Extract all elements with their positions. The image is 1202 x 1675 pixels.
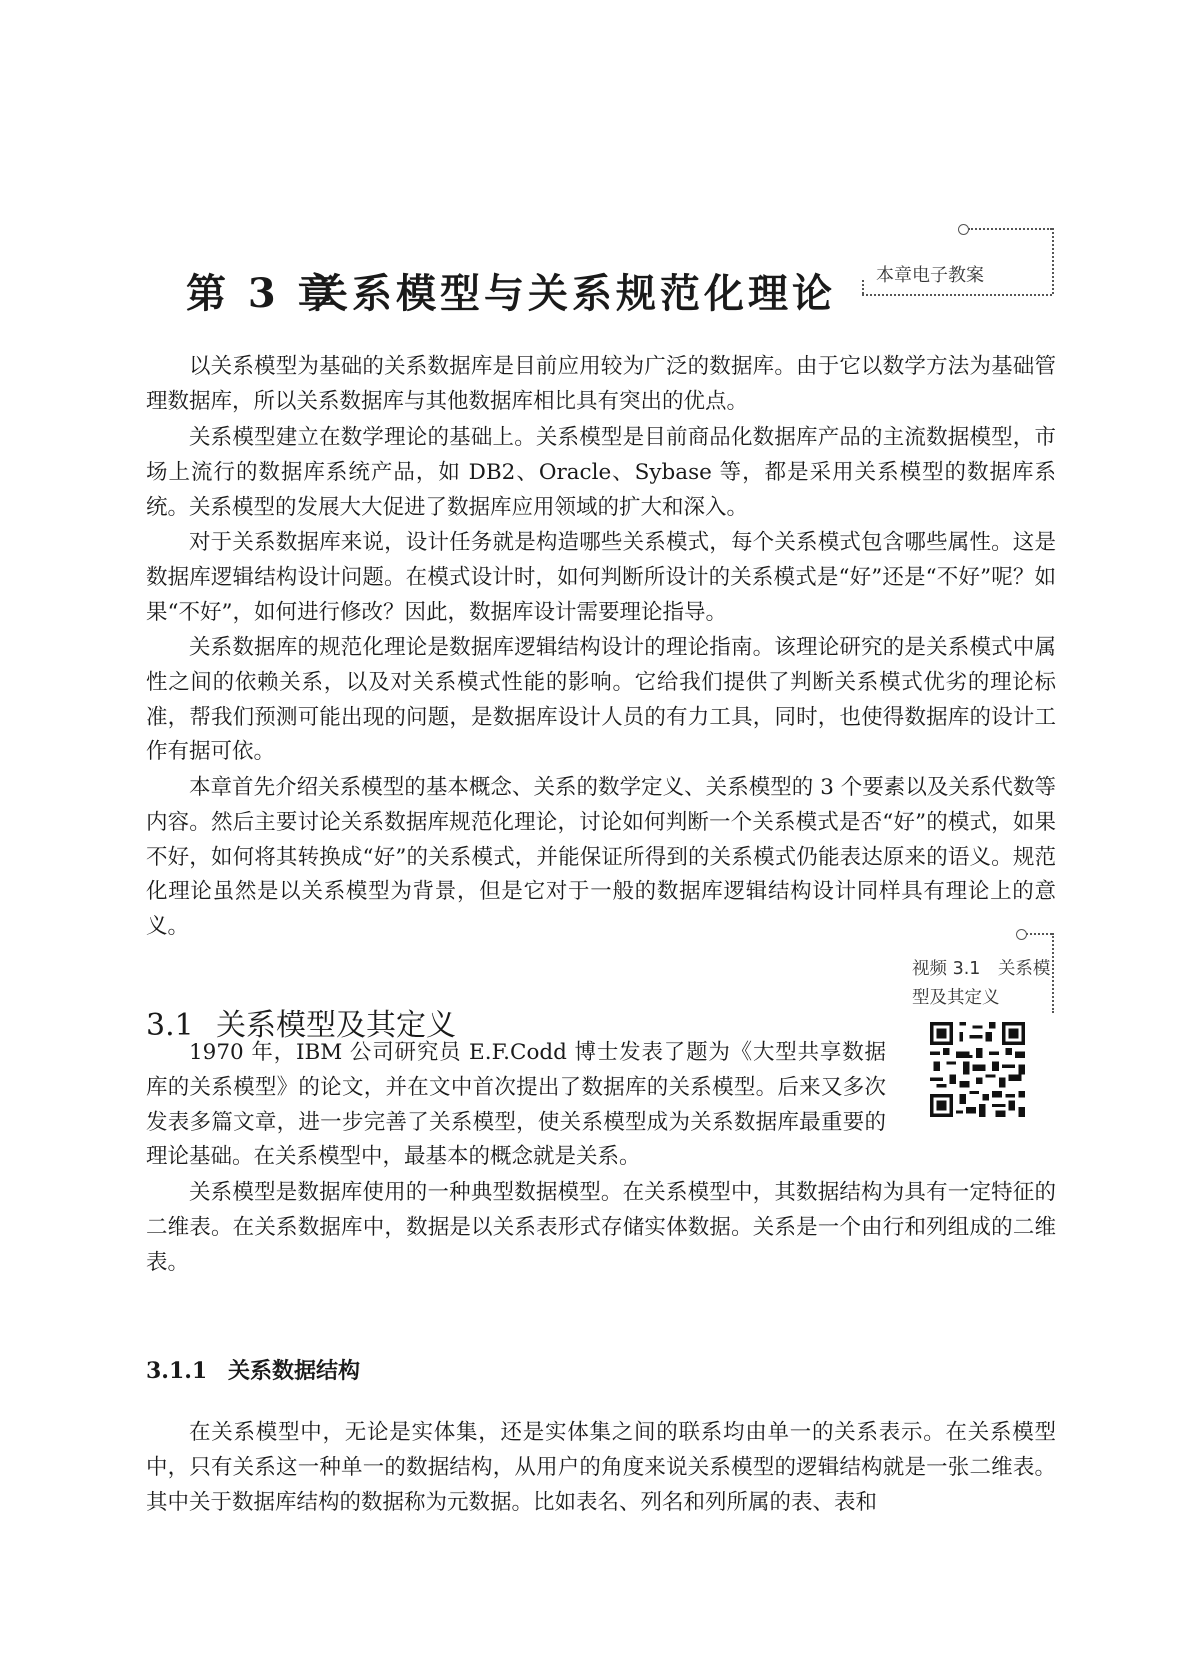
subsection-paragraph: 在关系模型中，无论是实体集，还是实体集之间的联系均由单一的关系表示。在关系模型中，只有关系这一种单一的数据结构，从用户的角度来说关系模型的逻辑结构就是一张二维表。其中关于数据库结构的数据称为元数据。比如表名、列名和列所属的表、表和 [146, 1420, 1056, 1515]
ebook-callout-label: 本章电子教案 [876, 265, 984, 286]
section-paragraph: 关系模型是数据库使用的一种典型数据模型。在关系模型中，其数据结构为具有一定特征的二维表。在关系数据库中，数据是以关系表形式存储实体数据。关系是一个由行和列组成的二维表。 [146, 1180, 1056, 1275]
intro-paragraph: 以关系模型为基础的关系数据库是目前应用较为广泛的数据库。由于它以数学方法为基础管理数据库，所以关系数据库与其他数据库相比具有突出的优点。 [146, 354, 1056, 414]
section-title: 关系模型及其定义 [216, 1008, 456, 1043]
chapter-name: 关系模型与关系规范化理论 [308, 270, 836, 317]
chapter-number: 第 3 章 [186, 270, 342, 317]
subsection-number: 3.1.1 [146, 1358, 208, 1384]
intro-paragraph: 对于关系数据库来说，设计任务就是构造哪些关系模式，每个关系模式包含哪些属性。这是数据库逻辑结构设计问题。在模式设计时，如何判断所设计的关系模式是“好”还是“不好”呢？如果“不好”，如何进行修改？因此，数据库设计需要理论指导。 [146, 530, 1056, 625]
intro-paragraph: 关系模型建立在数学理论的基础上。关系模型是目前商品化数据库产品的主流数据模型，市场上流行的数据库系统产品，如 DB2、Oracle、Sybase 等，都是采用关系模型的数据库系统。关系模型的发展大大促进了数据库应用领域的扩大和深入。 [146, 425, 1056, 520]
qr-code-icon[interactable] [930, 1022, 1025, 1117]
section-paragraph: 1970 年，IBM 公司研究员 E.F.Codd 博士发表了题为《大型共享数据库的关系模型》的论文，并在文中首次提出了数据库的关系模型。后来又多次发表多篇文章，进一步完善了关系模型，使关系模型成为关系数据库最重要的理论基础。在关系模型中，最基本的概念就是关系。 [146, 1040, 886, 1170]
chapter-title [186, 262, 836, 319]
section-number: 3.1 [146, 1008, 194, 1043]
subsection-title: 关系数据结构 [228, 1359, 361, 1384]
intro-paragraph: 关系数据库的规范化理论是数据库逻辑结构设计的理论指南。该理论研究的是关系模式中属性之间的依赖关系，以及对关系模式性能的影响。它给我们提供了判断关系模式优劣的理论标准，帮我们预测可能出现的问题，是数据库设计人员的有力工具，同时，也使得数据库的设计工作有据可依。 [146, 635, 1056, 765]
section-heading-3-1-1 [146, 1354, 360, 1385]
ebook-callout[interactable] [862, 228, 1062, 308]
video-callout-label: 视频 3.1 关系模型及其定义 [912, 959, 1051, 1008]
intro-paragraph: 本章首先介绍关系模型的基本概念、关系的数学定义、关系模型的 3 个要素以及关系代数等内容。然后主要讨论关系数据库规范化理论，讨论如何判断一个关系模式是否“好”的模式，如果不好，如何将其转换成“好”的关系模式，并能保证所得到的关系模式仍能表达原来的语义。规范化理论虽然是以关系模型为背景，但是它对于一般的数据库逻辑结构设计同样具有理论上的意义。 [146, 775, 1056, 940]
video-callout[interactable] [912, 937, 1062, 1017]
